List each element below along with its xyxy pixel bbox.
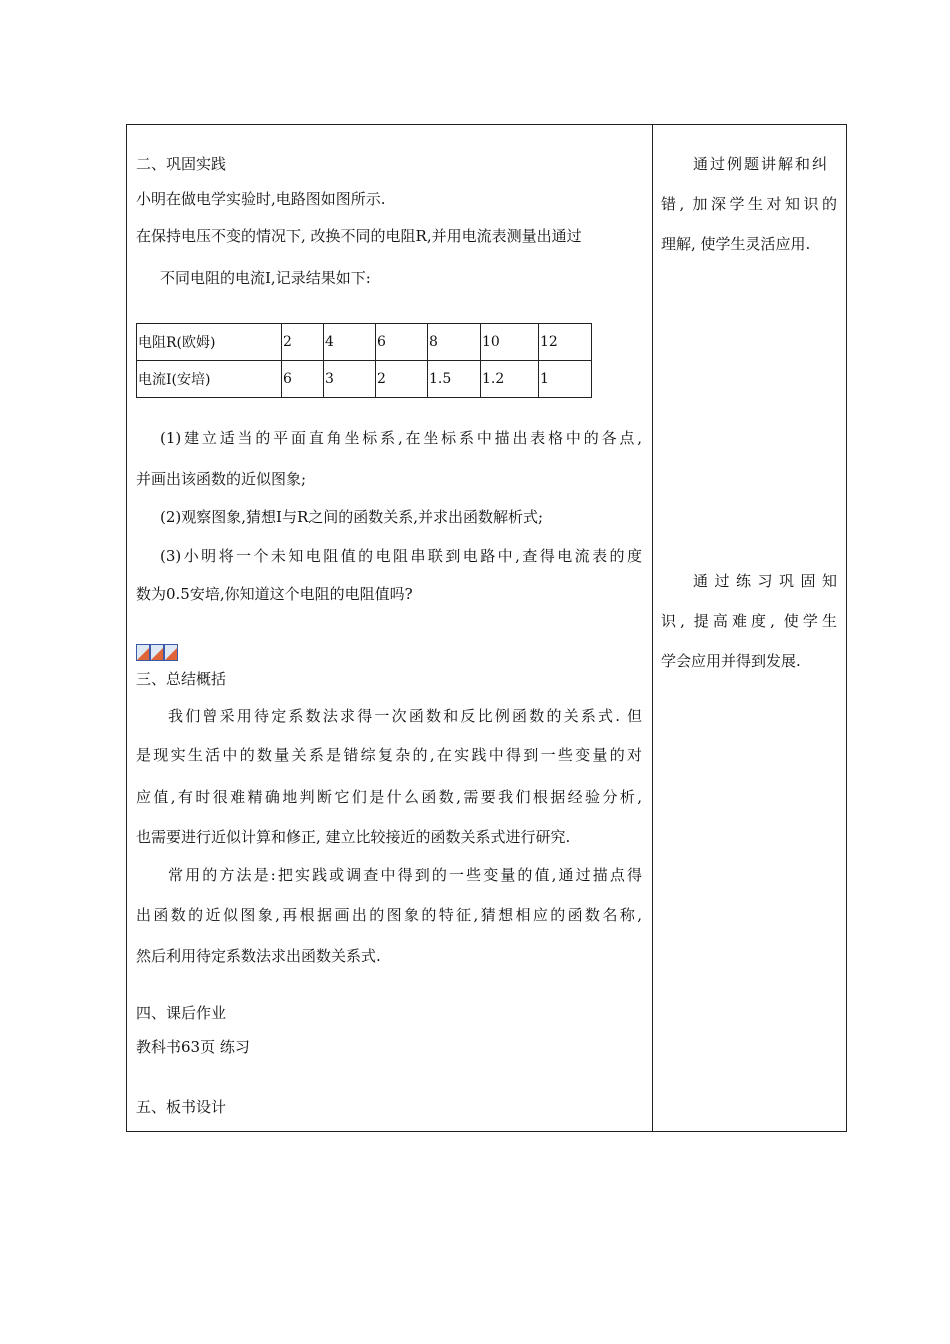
question2: (2)观察图象,猜想I与R之间的函数关系,并求出函数解析式; bbox=[160, 508, 544, 526]
summary-p2-line3: 然后利用待定系数法求出函数关系式. bbox=[136, 947, 381, 965]
section2-intro-line2: 在保持电压不变的情况下, 改换不同的电阻R,并用电流表测量出通过 bbox=[136, 227, 582, 245]
table-cell: 1 bbox=[539, 361, 592, 398]
table-cell: 12 bbox=[539, 324, 592, 361]
table-cell: 8 bbox=[428, 324, 481, 361]
section2-intro-line3: 不同电阻的电流I,记录结果如下: bbox=[160, 269, 371, 287]
section3-heading: 三、总结概括 bbox=[136, 670, 227, 688]
column-divider bbox=[652, 124, 653, 1132]
table-cell: 3 bbox=[324, 361, 376, 398]
table-cell: 10 bbox=[481, 324, 539, 361]
document-image-icon bbox=[136, 644, 178, 661]
section2-intro-line1: 小明在做电学实验时,电路图如图所示. bbox=[136, 190, 386, 208]
side-note1-line1: 通过例题讲解和纠 bbox=[693, 155, 827, 173]
side-note2-line2: 识, 提高难度, 使学生 bbox=[661, 612, 837, 630]
table-cell: 6 bbox=[376, 324, 428, 361]
table-cell: 2 bbox=[282, 324, 324, 361]
homework-content: 教科书63页 练习 bbox=[136, 1038, 250, 1056]
question3-line1: (3)小明将一个未知电阻值的电阻串联到电路中,查得电流表的度 bbox=[160, 547, 642, 565]
question3-line2: 数为0.5安培,你知道这个电阻的电阻值吗? bbox=[136, 585, 413, 603]
table-cell: 2 bbox=[376, 361, 428, 398]
side-note1-line3: 理解, 使学生灵活应用. bbox=[661, 235, 811, 253]
table-cell: 1.5 bbox=[428, 361, 481, 398]
table-cell: 4 bbox=[324, 324, 376, 361]
summary-p2-line1: 常用的方法是:把实践或调查中得到的一些变量的值,通过描点得 bbox=[168, 866, 642, 884]
resistance-current-table bbox=[136, 323, 592, 398]
table-row bbox=[137, 324, 592, 361]
table-cell: 6 bbox=[282, 361, 324, 398]
summary-p1-line1: 我们曾采用待定系数法求得一次函数和反比例函数的关系式. 但 bbox=[168, 707, 642, 725]
summary-p2-line2: 出函数的近似图象,再根据画出的图象的特征,猜想相应的函数名称, bbox=[136, 906, 642, 924]
row-label-resistance: 电阻R(欧姆) bbox=[137, 324, 282, 361]
section4-heading: 四、课后作业 bbox=[136, 1004, 227, 1022]
summary-p1-line3: 应值,有时很难精确地判断它们是什么函数,需要我们根据经验分析, bbox=[136, 788, 642, 806]
summary-p1-line4: 也需要进行近似计算和修正, 建立比较接近的函数关系式进行研究. bbox=[136, 828, 571, 846]
row-label-current: 电流I(安培) bbox=[137, 361, 282, 398]
side-note2-line3: 学会应用并得到发展. bbox=[661, 652, 801, 670]
question1-line1: (1)建立适当的平面直角坐标系,在坐标系中描出表格中的各点, bbox=[160, 429, 642, 447]
table-cell: 1.2 bbox=[481, 361, 539, 398]
section2-heading: 二、巩固实践 bbox=[136, 155, 227, 173]
question1-line2: 并画出该函数的近似图象; bbox=[136, 470, 307, 488]
side-note2-line1: 通过练习巩固知 bbox=[693, 572, 837, 590]
section5-heading: 五、板书设计 bbox=[136, 1098, 227, 1116]
table-row bbox=[137, 361, 592, 398]
summary-p1-line2: 是现实生活中的数量关系是错综复杂的,在实践中得到一些变量的对 bbox=[136, 746, 642, 764]
side-note1-line2: 错, 加深学生对知识的 bbox=[661, 195, 837, 213]
